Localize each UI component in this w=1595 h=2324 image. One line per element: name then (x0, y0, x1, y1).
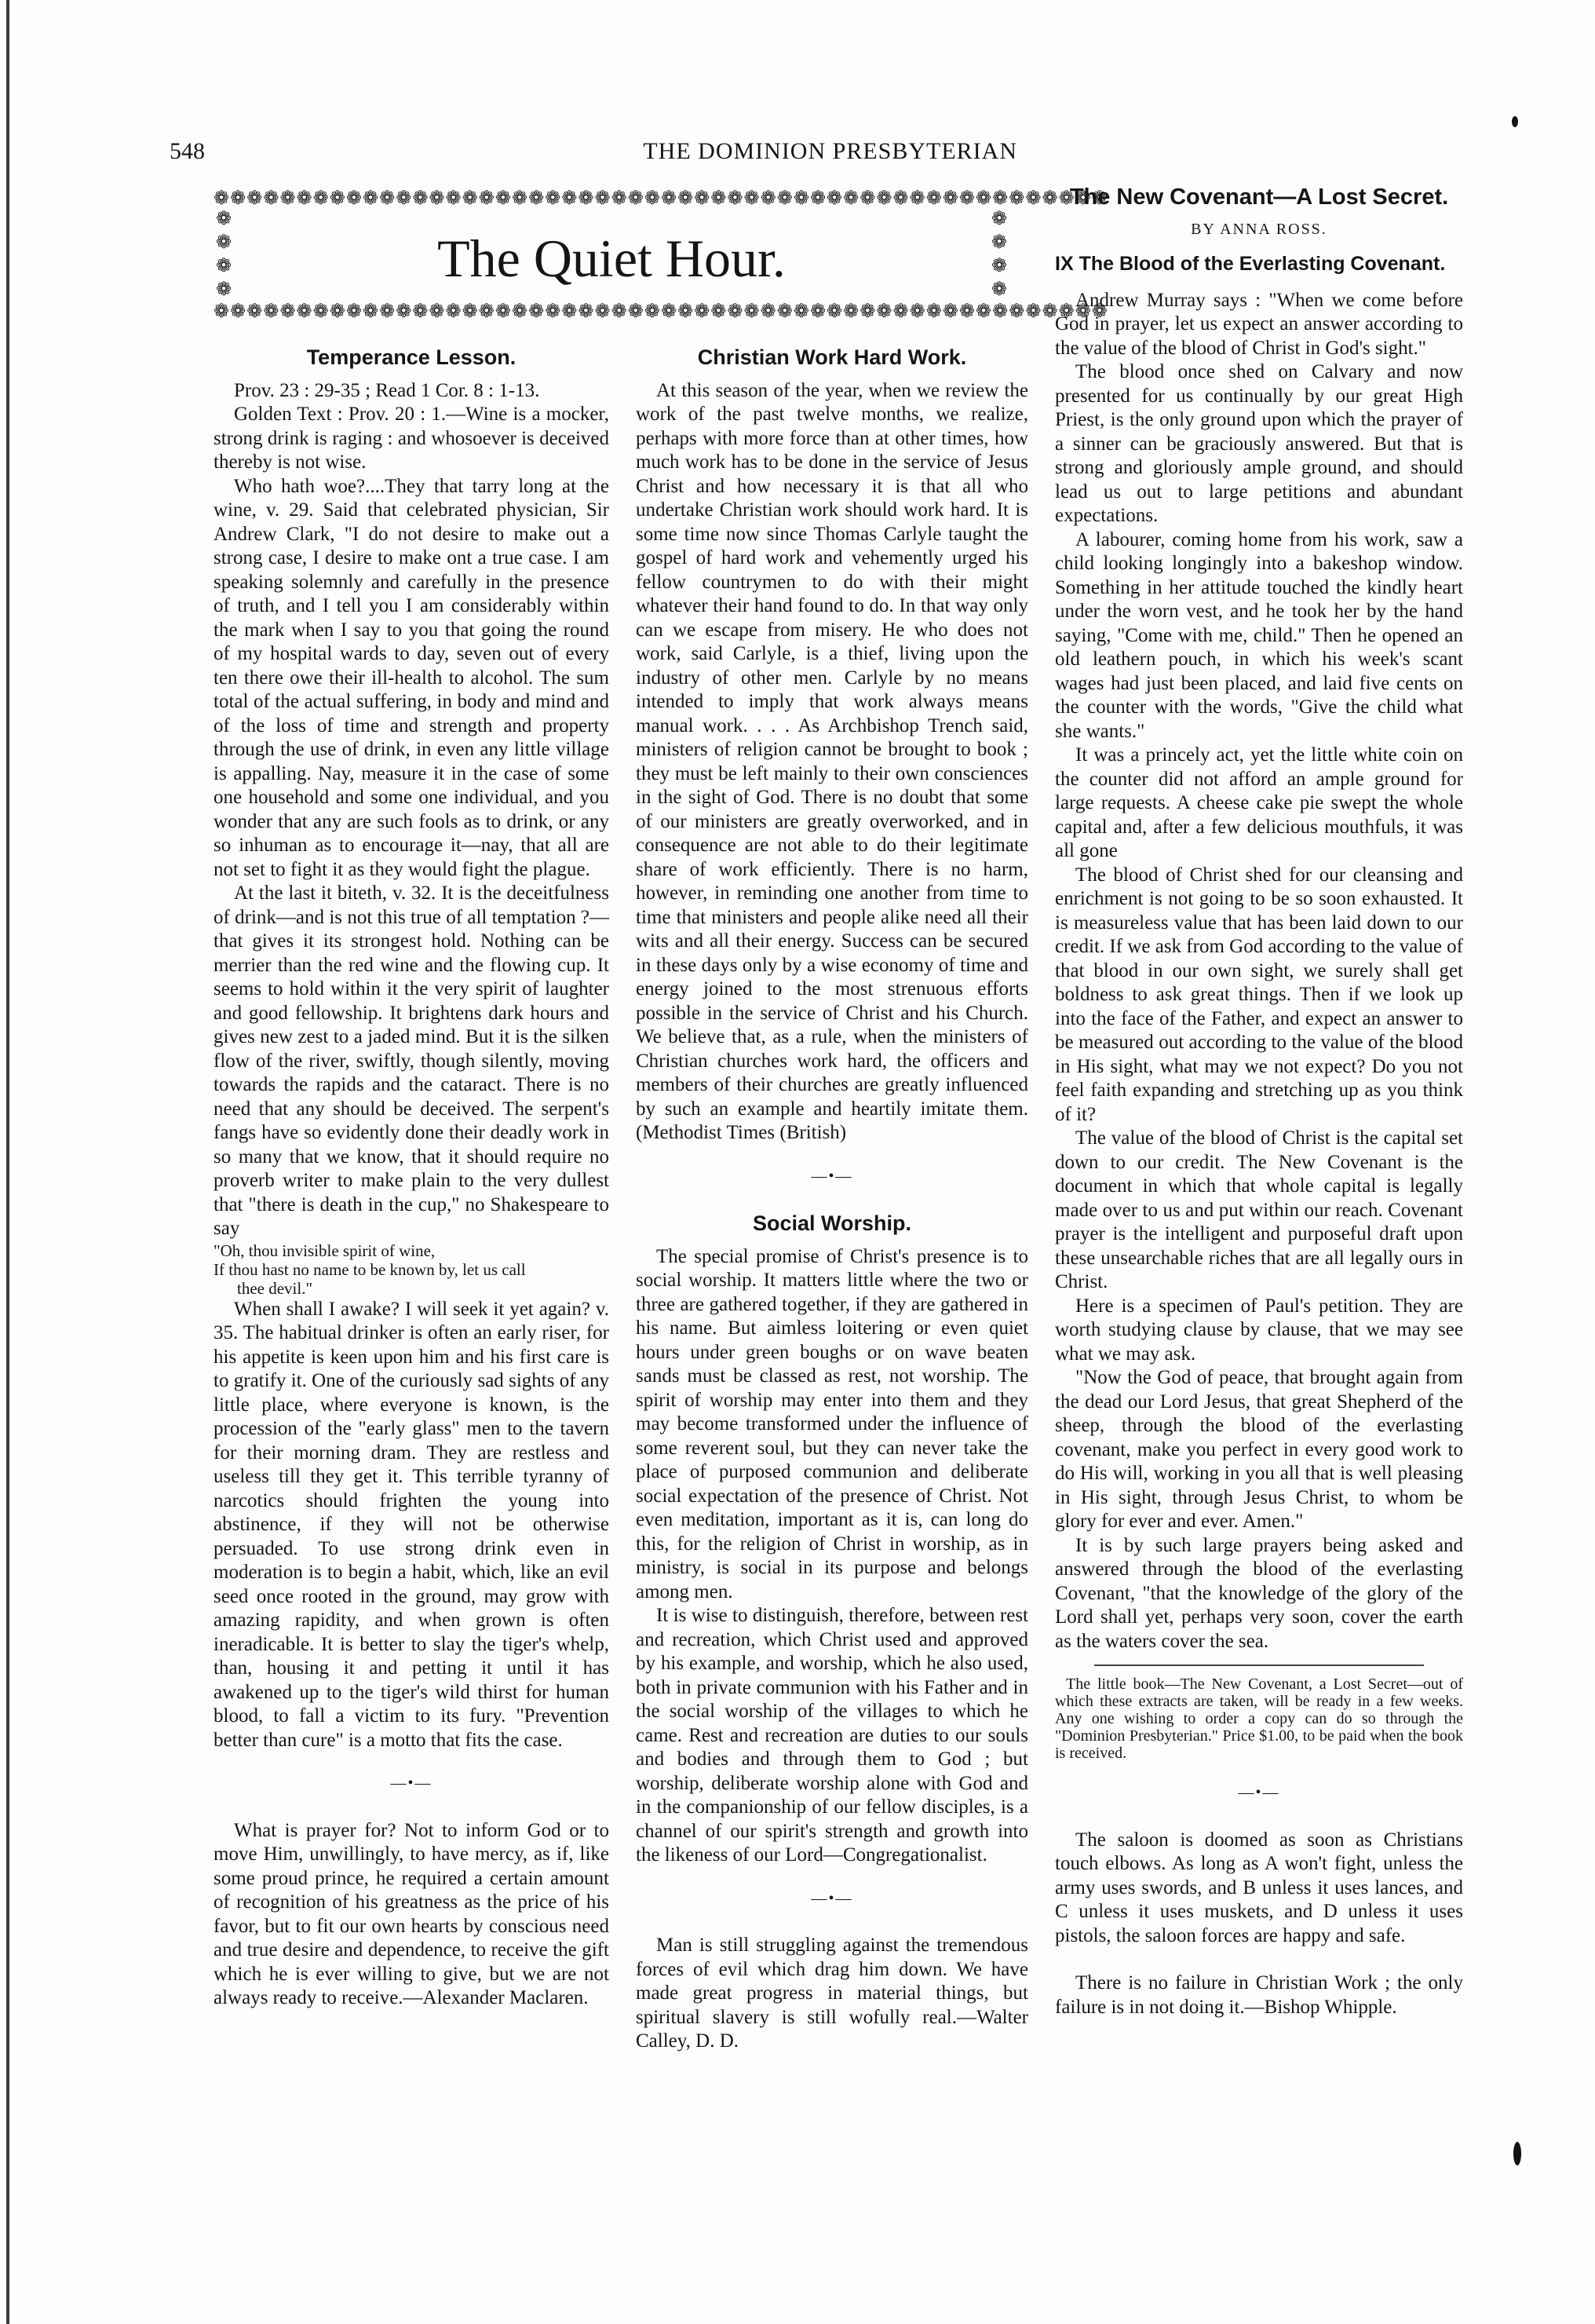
social-worship-paragraph: The special promise of Christ's presence is to social worship. It matters little where the two or three are gathered together, if they are gathered in his name. But aimless loitering or even quiet hours under green boughs or on wave beaten sands must be classed as rest, not worship. The spirit of worship may enter into them and they may become transformed under the influence of some reverent soul, but they can never take the place of purposed communion and deliberate social expectation of the presence of Christ. Not even meditation, important as it is, can long do this, for the religion of Christ in worship, as in ministry, is social in its purpose and belongs among men. (636, 1245, 1028, 1602)
covenant-paragraph: The blood once shed on Calvary and now presented for us continually by our great High Priest, is the only ground upon which the prayer of a sinner can be graciously answered. But that is strong and gloriously ample ground, and should lead us out to large petitions and abundant expectations. (1055, 361, 1463, 526)
temperance-paragraph: When shall I awake? I will seek it yet again? v. 35. The habitual drinker is often an early riser, for his appetite is keen upon him and his first care is to gratify it. One of the curiously sad sights of any little place, where everyone is known, is the procession of the "early glass" men to the tavern for their morning dram. They are restless and useless till they get it. This terrible tyranny of narcotics should frighten the young into abstinence, if they will not be otherwise persuaded. To use strong drink even in moderation is to begin a habit, which, like an evil seed once rooted in the ground, may grow with amazing rapidity, and when grown is often ineradicable. It is better to slay the tiger's whelp, than, housing it and petting it until it has awakened up to the tiger's wild thirst for human blood, to fall a victim to its fury. "Prevention better than cure" is a motto that fits the case. (214, 1298, 609, 1751)
covenant-paragraph: Andrew Murray says : "When we come before God in prayer, let us expect an answer according to the value of the blood of Christ in God's sight." (1055, 289, 1463, 359)
maclaren-paragraph: What is prayer for? Not to inform God or to move Him, unwillingly, to have mercy, as if, like some proud prince, he required a certain amount of recognition of his greatness as the price of his favor, but to fit our own hearts by conscious need and true desire and dependence, to receive the gift which he is ever willing to give, but we are not always ready to receive.—Alexander Maclaren. (214, 1819, 609, 2008)
journal-title: THE DOMINION PRESBYTERIAN (643, 138, 1017, 164)
note-rule (1094, 1664, 1424, 1666)
covenant-subheading: IX The Blood of the Everlasting Covenant. (1055, 253, 1446, 275)
book-note-text: The little book—The New Covenant, a Lost Secret—out of which these extracts are taken, will be ready in a few weeks. Any one wishing to order a copy can do so through the "Dominion Presbyterian." Price $1.00, to be paid when the book is received. (1055, 1675, 1463, 1762)
section-title: The Quiet Hour. (437, 228, 786, 288)
page-header (170, 138, 1017, 177)
social-worship-heading: Social Worship. (752, 1211, 912, 1235)
covenant-byline: BY ANNA ROSS. (1191, 220, 1327, 238)
temperance-paragraph: Who hath woe?....They that tarry long at the wine, v. 29. Said that celebrated physician, Sir Andrew Clark, "I do not desire to make out a strong case, I desire to make ont a true case. I am speaking solemnly and carefully in the presence of truth, and I tell you I am considerably within the mark when I say to you that going the round of my hospital wards to day, seven out of every ten there owe their ill-health to alcohol. The sum total of the actual suffering, in body and mind and of the loss of time and strength and property through the use of drink, in even any little village is appalling. Nay, measure it in the case of some one household and some one individual, and you wonder that any are such fools as to drink, or any so inhuman as to encourage it—nay, that all are not set to fight it as they would fight the plague. (214, 475, 609, 880)
column-left (214, 345, 609, 2011)
print-speck (1512, 116, 1518, 127)
covenant-title: The New Covenant—A Lost Secret. (1069, 185, 1449, 210)
section-separator: —•— (1238, 1784, 1280, 1801)
temperance-reading: Prov. 23 : 29-35 ; Read 1 Cor. 8 : 1-13. (234, 379, 540, 401)
page-number: 548 (170, 138, 205, 164)
christian-work-paragraph: At this season of the year, when we review the work of the past twelve months, we realize, perhaps with more force than at other times, how much work has to be done in the service of Jesus Christ and how necessary it is that all who undertake Christian work should work hard. It is some time now since Thomas Carlyle taught the gospel of hard work and vehemently urged his fellow countrymen to do with their might whatever their hand found to do. In that way only can we escape from misery. He who does not work, said Carlyle, is a thief, living upon the industry of other men. Carlyle by no means intended to imply that work always means manual work. . . . As Archbishop Trench said, ministers of religion cannot be brought to book ; they must be left mainly to their own consciences in the sight of God. There is no doubt that some of our ministers are greatly overworked, and in consequence are not able to do their legitimate share of work efficiently. There is no harm, however, in reminding one another from time to time that ministers and people alike need all their wits and all their energy. Success can be secured in these days only by a wise economy of time and energy joined to the most strenuous efforts possible in the service of Christ and his Church. We believe that, as a rule, when the ministers of Christian churches work hard, the officers and members of their churches are greatly influenced by such an example and heartily imitate them. (Methodist Times (British) (636, 379, 1028, 1143)
section-separator: —•— (390, 1774, 433, 1792)
poem-line: thee devil." (237, 1278, 313, 1298)
column-middle (636, 345, 1028, 2054)
temperance-paragraph: At the last it biteth, v. 32. It is the deceitfulness of drink—and is not this true of all temptation ?—that gives it its strongest hold. Nothing can be merrier than the red wine and the flowing cup. It seems to hold within it the very spirit of laughter and good fellowship. It brightens dark hours and gives new zest to a jaded mind. But it is the silken flow of the river, swiftly, though silently, moving towards the rapids and the cataract. There is no need that any should be deceived. The serpent's fangs have so evidently done their deadly work in so many that we know, that it should require no proverb writer to make plain to the very dullest that "there is death in the cup," no Shakespeare to say (214, 882, 609, 1239)
temperance-heading: Temperance Lesson. (306, 345, 516, 369)
book-note (1055, 1675, 1463, 1762)
calley-paragraph: Man is still struggling against the tremendous forces of evil which drag him down. We have made great progress in material things, but spiritual slavery is still wofully real.—Walter Calley, D. D. (636, 1935, 1028, 2052)
covenant-paragraph: A labourer, coming home from his work, saw a child looking longingly into a bakeshop window. Something in her attitude touched the kindly heart under the worn vest, and he took her by the hand saying, "Come with me, child." Then he opened an old leathern pouch, in which his week's scant wages had just been placed, and laid five cents on the counter with the words, "Give the child what she wants." (1055, 528, 1463, 742)
poem-line: If thou hast no name to be known by, let us call (214, 1259, 526, 1279)
saloon-paragraph: The saloon is doomed as soon as Christians touch elbows. As long as A won't fight, unless the army uses swords, and B unless it uses lances, and C unless it uses muskets, and D unless it uses pistols, the saloon forces are happy and safe. (1055, 1829, 1463, 1946)
ornament-border-top: ❁❁❁❁❁❁❁❁❁❁❁❁❁❁❁❁❁❁❁❁❁❁❁❁❁❁❁❁❁❁❁❁❁❁❁❁❁❁❁❁❁❁❁❁❁❁❁❁❁❁❁❁❁❁ (214, 188, 1108, 209)
failure-paragraph: There is no failure in Christian Work ; the only failure is in not doing it.—Bishop Whipple. (1055, 1972, 1463, 2018)
print-speck (1513, 2142, 1521, 2165)
poem-line: "Oh, thou invisible spirit of wine, (214, 1241, 436, 1260)
covenant-paragraph: It was a princely act, yet the little white coin on the counter did not afford an ample ground for large requests. A cheese cake pie swept the whole capital and, after a few delicious mouthfuls, it was all gone (1055, 744, 1463, 861)
ornament-border-right: ❁ ❁ ❁ ❁ (991, 209, 1008, 300)
covenant-paragraph: "Now the God of peace, that brought again from the dead our Lord Jesus, that great Shepherd of the sheep, through the blood of the everlasting covenant, make you perfect in every good work to do His will, working in you all that is well pleasing in His sight, through Jesus Christ, to whom be glory for ever and ever. Amen." (1055, 1367, 1463, 1532)
ornament-border-bottom: ❁❁❁❁❁❁❁❁❁❁❁❁❁❁❁❁❁❁❁❁❁❁❁❁❁❁❁❁❁❁❁❁❁❁❁❁❁❁❁❁❁❁❁❁❁❁❁❁❁❁❁❁❁❁ (214, 301, 1108, 322)
column-right (1055, 185, 1463, 2019)
social-worship-paragraph: It is wise to distinguish, therefore, between rest and recreation, which Christ used and approved by his example, and worship, which he also used, both in private communion with his Father and in the social worship of the villages to which he came. Rest and recreation are duties to our souls and bodies and through them to God ; but worship, deliberate worship alone with God and in the companionship of our fellow disciples, is a channel of our spirit's strength and growth into the likeness of our Lord—Congregationalist. (636, 1605, 1028, 1865)
poem-quote (214, 1241, 609, 1298)
quiet-hour-box (214, 188, 1108, 322)
covenant-paragraph: It is by such large prayers being asked and answered through the blood of the everlasting Covenant, "that the knowledge of the glory of the Lord shall yet, perhaps very soon, cover the earth as the waters cover the sea. (1055, 1534, 1463, 1652)
section-separator: —•— (811, 1167, 853, 1185)
covenant-paragraph: The value of the blood of Christ is the capital set down to our credit. The New Covenant is the document in which that whole capital is legally made over to us and put within our reach. Covenant prayer is the intelligent and purposeful draft upon these unsearchable riches that are all legally ours in Christ. (1055, 1127, 1463, 1292)
golden-text: Golden Text : Prov. 20 : 1.—Wine is a mocker, strong drink is raging : and whosoever is deceived thereby is not wise. (214, 404, 609, 473)
covenant-paragraph: Here is a specimen of Paul's petition. They are worth studying clause by clause, that we may see what we may ask. (1055, 1295, 1463, 1365)
section-separator: —•— (811, 1889, 853, 1907)
covenant-paragraph: The blood of Christ shed for our cleansing and enrichment is not going to be so soon exhausted. It is measureless value that has been laid down to our credit. If we ask from God according to the value of that blood in our own sight, we surely shall get boldness to ask great things. Then if we look up into the face of the Father, and expect an answer to be measured out according to the value of the blood in His sight, what may we not expect? Do you not feel faith expanding and stretching up as you think of it? (1055, 864, 1463, 1125)
page-edge-rule (6, 0, 9, 2324)
christian-work-heading: Christian Work Hard Work. (697, 345, 967, 369)
ornament-border-left: ❁ ❁ ❁ ❁ (215, 209, 232, 300)
